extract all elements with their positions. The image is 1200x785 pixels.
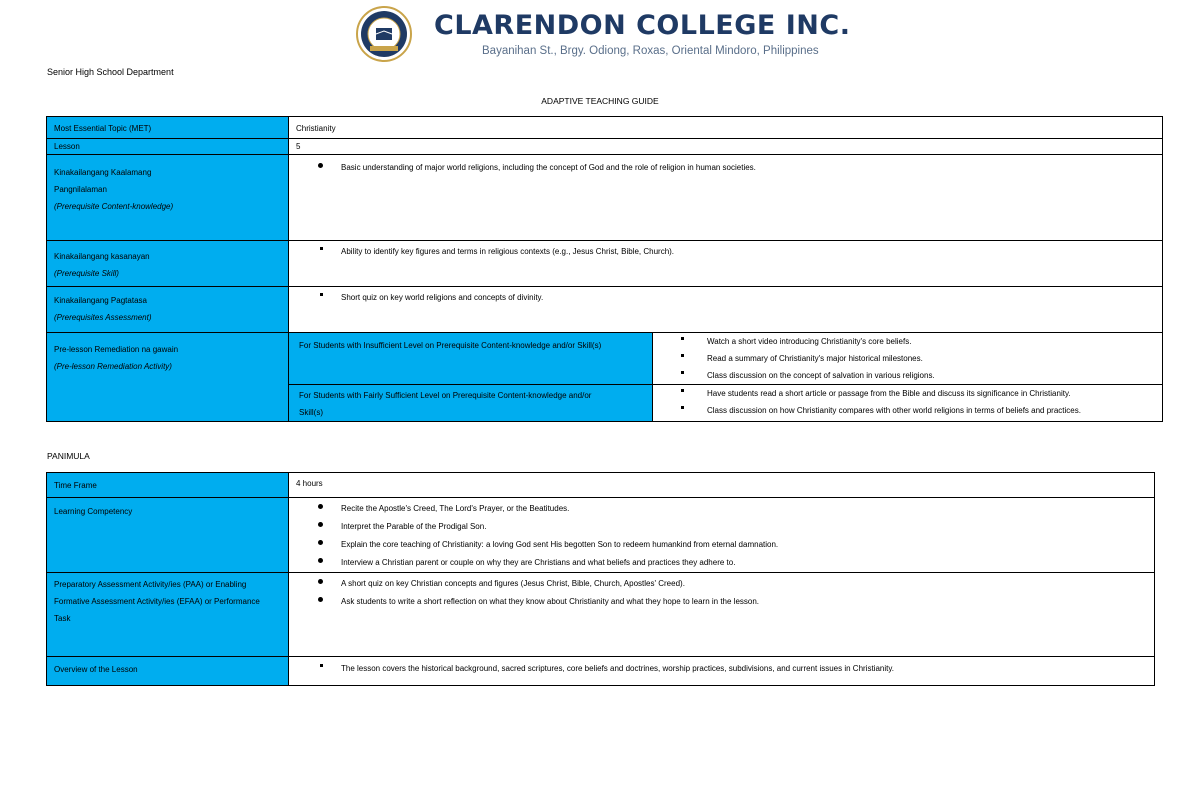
lesson-label: Lesson [54,142,80,151]
table-row [47,473,1155,498]
table-row [47,117,1163,139]
fair-level-label-2: Skill(s) [299,408,323,417]
department-label: Senior High School Department [47,67,174,77]
list-item: Read a summary of Christianity's major historical milestones. [653,350,1162,367]
prereq-content-label-en: (Prerequisite Content-knowledge) [54,202,174,211]
list-item: Watch a short video introducing Christianity's core beliefs. [653,333,1162,350]
list-item: Have students read a short article or passage from the Bible and discuss its significance in Christianity. [653,385,1162,402]
learning-competency-label: Learning Competency [54,507,133,516]
paa-label-3: Task [54,614,71,623]
remediation-label-en: (Pre-lesson Remediation Activity) [54,362,172,371]
list-item: A short quiz on key Christian concepts and figures (Jesus Christ, Bible, Church, Apostles' Creed). [289,575,1154,593]
prereq-content-label-1: Kinakailangang Kaalamang [54,168,152,177]
college-address: Bayanihan St., Brgy. Odiong, Roxas, Oriental Mindoro, Philippines [482,45,819,57]
list-item: Recite the Apostle's Creed, The Lord's Prayer, or the Beatitudes. [289,500,1154,518]
list-item: Interview a Christian parent or couple on why they are Christians and what beliefs and practices they adhere to. [289,554,1154,572]
prereq-skill-label: Kinakailangang kasanayan [54,252,150,261]
list-item: Class discussion on how Christianity compares with other world religions in terms of beliefs and practices. [653,402,1162,419]
list-item: Short quiz on key world religions and concepts of divinity. [289,289,1162,307]
panimula-table [46,472,1155,686]
list-item: Explain the core teaching of Christianity: a loving God sent His begotten Son to redeem humankind from eternal damnation. [289,536,1154,554]
table-row [47,573,1155,657]
remediation-label: Pre-lesson Remediation na gawain [54,345,179,354]
fair-level-label-1: For Students with Fairly Sufficient Level on Prerequisite Content-knowledge and/or [299,391,592,400]
paa-label-2: Formative Assessment Activity/ies (EFAA) or Performance [54,597,260,606]
list-item: Interpret the Parable of the Prodigal Son. [289,518,1154,536]
list-item: Ability to identify key figures and terms in religious contexts (e.g., Jesus Christ, Bible, Church). [289,243,1162,261]
time-frame-value: 4 hours [296,479,323,488]
time-frame-label: Time Frame [54,481,97,490]
list-item: The lesson covers the historical background, sacred scriptures, core beliefs and doctrines, worship practices, subdivisions, and current issues in Christianity. [289,660,1154,678]
table-row [47,287,1163,333]
guide-title: ADAPTIVE TEACHING GUIDE [541,96,659,106]
college-seal-icon [356,6,412,62]
met-label: Most Essential Topic (MET) [54,124,152,133]
prereq-content-label-2: Pangnilalaman [54,185,107,194]
college-name: CLARENDON COLLEGE INC. [434,10,851,41]
list-item: Basic understanding of major world religions, including the concept of God and the role of religion in human societies. [289,159,1162,177]
lesson-value: 5 [296,142,301,151]
list-item: Class discussion on the concept of salvation in various religions. [653,367,1162,384]
table-row [47,155,1163,241]
prereq-skill-label-en: (Prerequisite Skill) [54,269,119,278]
panimula-heading: PANIMULA [47,451,90,461]
table-row [47,333,1163,385]
table-row [47,657,1155,686]
prereq-assessment-label-en: (Prerequisites Assessment) [54,313,152,322]
list-item: Ask students to write a short reflection on what they know about Christianity and what they hope to learn in the lesson. [289,593,1154,611]
prereq-assessment-label: Kinakailangang Pagtatasa [54,296,147,305]
met-value: Christianity [296,124,336,133]
overview-label: Overview of the Lesson [54,665,138,674]
letterhead [356,6,876,62]
paa-label-1: Preparatory Assessment Activity/ies (PAA) or Enabling [54,580,247,589]
adaptive-guide-table [46,116,1163,422]
table-row [47,139,1163,155]
table-row [47,498,1155,573]
table-row [47,241,1163,287]
insufficient-level-label: For Students with Insufficient Level on Prerequisite Content-knowledge and/or Skill(s) [299,341,602,350]
